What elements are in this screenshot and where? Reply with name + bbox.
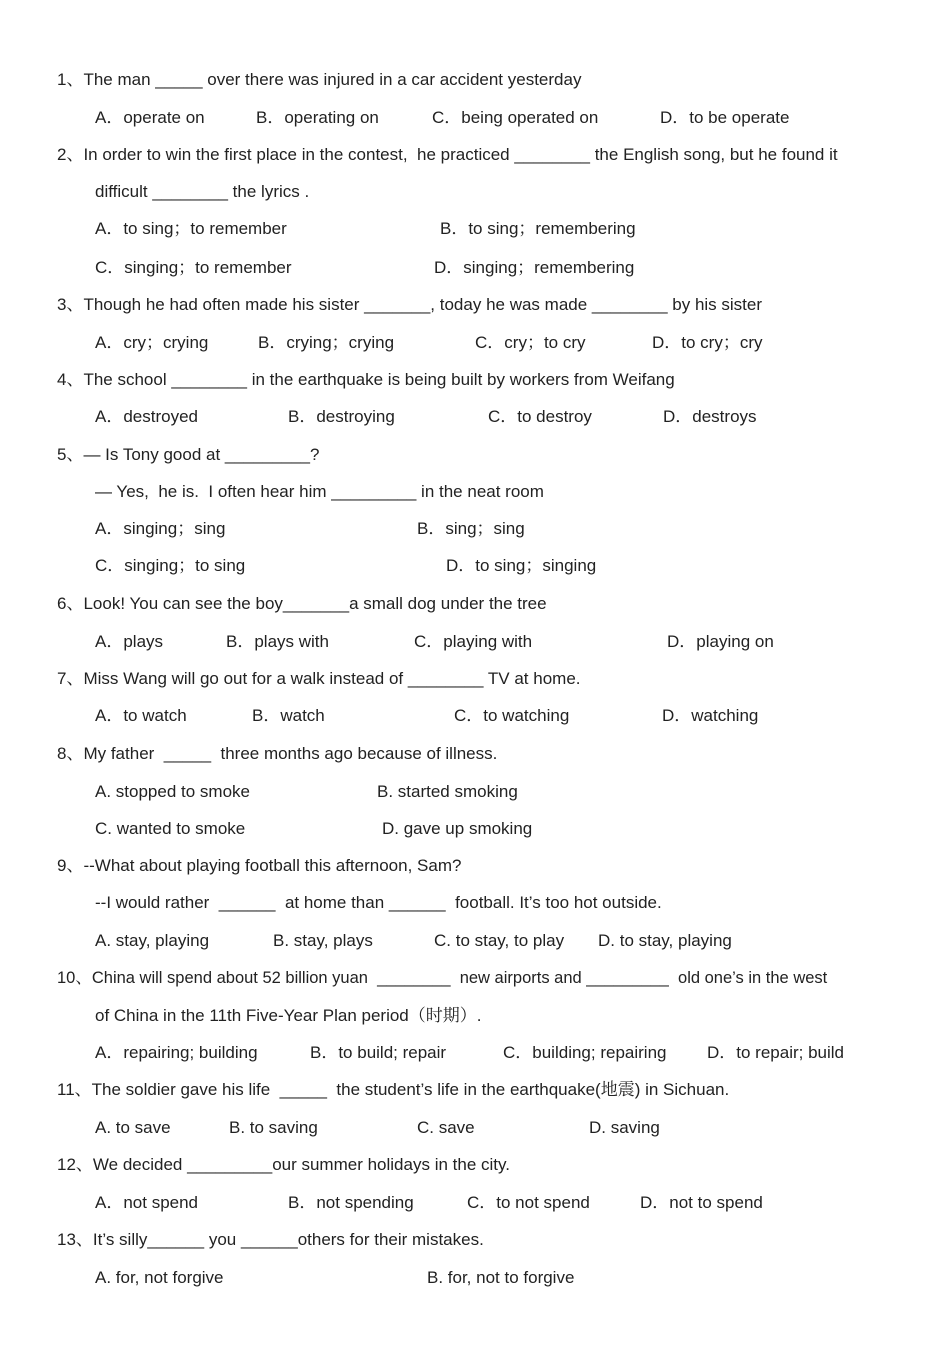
option-a: A. for, not forgive: [95, 1268, 224, 1287]
question-12-stem: 12、We decided _________our summer holidays in the city.: [57, 1155, 510, 1174]
option-a: A．to watch: [95, 706, 187, 725]
option-d: D．not to spend: [640, 1193, 763, 1212]
option-a: A．cry；crying: [95, 333, 209, 352]
option-b: B．crying；crying: [258, 333, 395, 352]
option-d: D．destroys: [663, 407, 757, 426]
question-9-stem: 9、--What about playing football this afternoon, Sam?: [57, 856, 462, 875]
option-c: C．singing；to remember: [95, 258, 292, 277]
option-d: D．to cry；cry: [652, 333, 763, 352]
question-2-stem: 2、In order to win the first place in the contest, he practiced ________ the English song, but he found it: [57, 145, 838, 164]
question-9-stem-continued: --I would rather ______ at home than ______ football. It’s too hot outside.: [95, 893, 662, 912]
option-b: B．watch: [252, 706, 325, 725]
option-d: D. saving: [589, 1118, 660, 1137]
option-c: C．being operated on: [432, 108, 599, 127]
option-b: B. to saving: [229, 1118, 318, 1137]
option-d: D．playing on: [667, 632, 774, 651]
question-3-stem: 3、Though he had often made his sister _______, today he was made ________ by his sister: [57, 295, 763, 314]
option-a: A. stopped to smoke: [95, 782, 250, 801]
option-c: C. to stay, to play: [434, 931, 565, 950]
question-7-stem: 7、Miss Wang will go out for a walk instead of ________ TV at home.: [57, 669, 581, 688]
option-c: C．to not spend: [467, 1193, 590, 1212]
option-a: A. stay, playing: [95, 931, 210, 950]
question-13-stem: 13、It’s silly______ you ______others for their mistakes.: [57, 1230, 484, 1249]
option-a: A．plays: [95, 632, 164, 651]
question-1-stem: 1、The man _____ over there was injured in a car accident yesterday: [57, 70, 582, 89]
option-b: B．operating on: [256, 108, 379, 127]
question-6-stem: 6、Look! You can see the boy_______a small dog under the tree: [57, 594, 547, 613]
option-d: D．to be operate: [660, 108, 790, 127]
option-d: D. to stay, playing: [598, 931, 732, 950]
option-c: C．to destroy: [488, 407, 592, 426]
option-b: B．sing；sing: [417, 519, 525, 538]
option-c: C. save: [417, 1118, 475, 1137]
option-d: D．to repair; build: [707, 1043, 845, 1062]
option-c: C. wanted to smoke: [95, 819, 246, 838]
question-5-stem-continued: — Yes, he is. I often hear him _________ in the neat room: [95, 482, 544, 501]
option-c: C．to watching: [454, 706, 570, 725]
option-b: B. for, not to forgive: [427, 1268, 575, 1287]
option-a: A．repairing; building: [95, 1043, 258, 1062]
option-c: C．playing with: [414, 632, 533, 651]
option-b: B．plays with: [226, 632, 329, 651]
question-10-stem: 10、China will spend about 52 billion yuan ________ new airports and _________ old one’s in the west: [57, 969, 828, 987]
question-11-stem: 11、The soldier gave his life _____ the student’s life in the earthquake(地震) in Sichuan.: [57, 1080, 730, 1099]
option-c: C．building; repairing: [503, 1043, 667, 1062]
option-b: B. stay, plays: [273, 931, 373, 950]
option-b: B. started smoking: [377, 782, 518, 801]
option-a: A．to sing；to remember: [95, 219, 287, 238]
option-a: A．destroyed: [95, 407, 198, 426]
question-4-stem: 4、The school ________ in the earthquake is being built by workers from Weifang: [57, 370, 675, 389]
option-b: B．to build; repair: [310, 1043, 447, 1062]
option-a: A．operate on: [95, 108, 205, 127]
option-d: D．singing；remembering: [434, 258, 635, 277]
question-8-stem: 8、My father _____ three months ago because of illness.: [57, 744, 498, 763]
option-a: A．singing；sing: [95, 519, 226, 538]
option-d: D．to sing；singing: [446, 556, 597, 575]
option-d: D. gave up smoking: [382, 819, 533, 838]
option-a: A．not spend: [95, 1193, 199, 1212]
option-d: D．watching: [662, 706, 759, 725]
option-b: B．to sing；remembering: [440, 219, 636, 238]
question-2-stem-continued: difficult ________ the lyrics .: [95, 182, 310, 201]
option-c: C．cry；to cry: [475, 333, 586, 352]
option-c: C．singing；to sing: [95, 556, 246, 575]
option-a: A. to save: [95, 1118, 171, 1137]
option-b: B．not spending: [288, 1193, 414, 1212]
question-10-stem-continued: of China in the 11th Five-Year Plan period（时期）.: [95, 1006, 482, 1025]
question-5-stem: 5、— Is Tony good at _________?: [57, 445, 320, 464]
option-b: B．destroying: [288, 407, 395, 426]
